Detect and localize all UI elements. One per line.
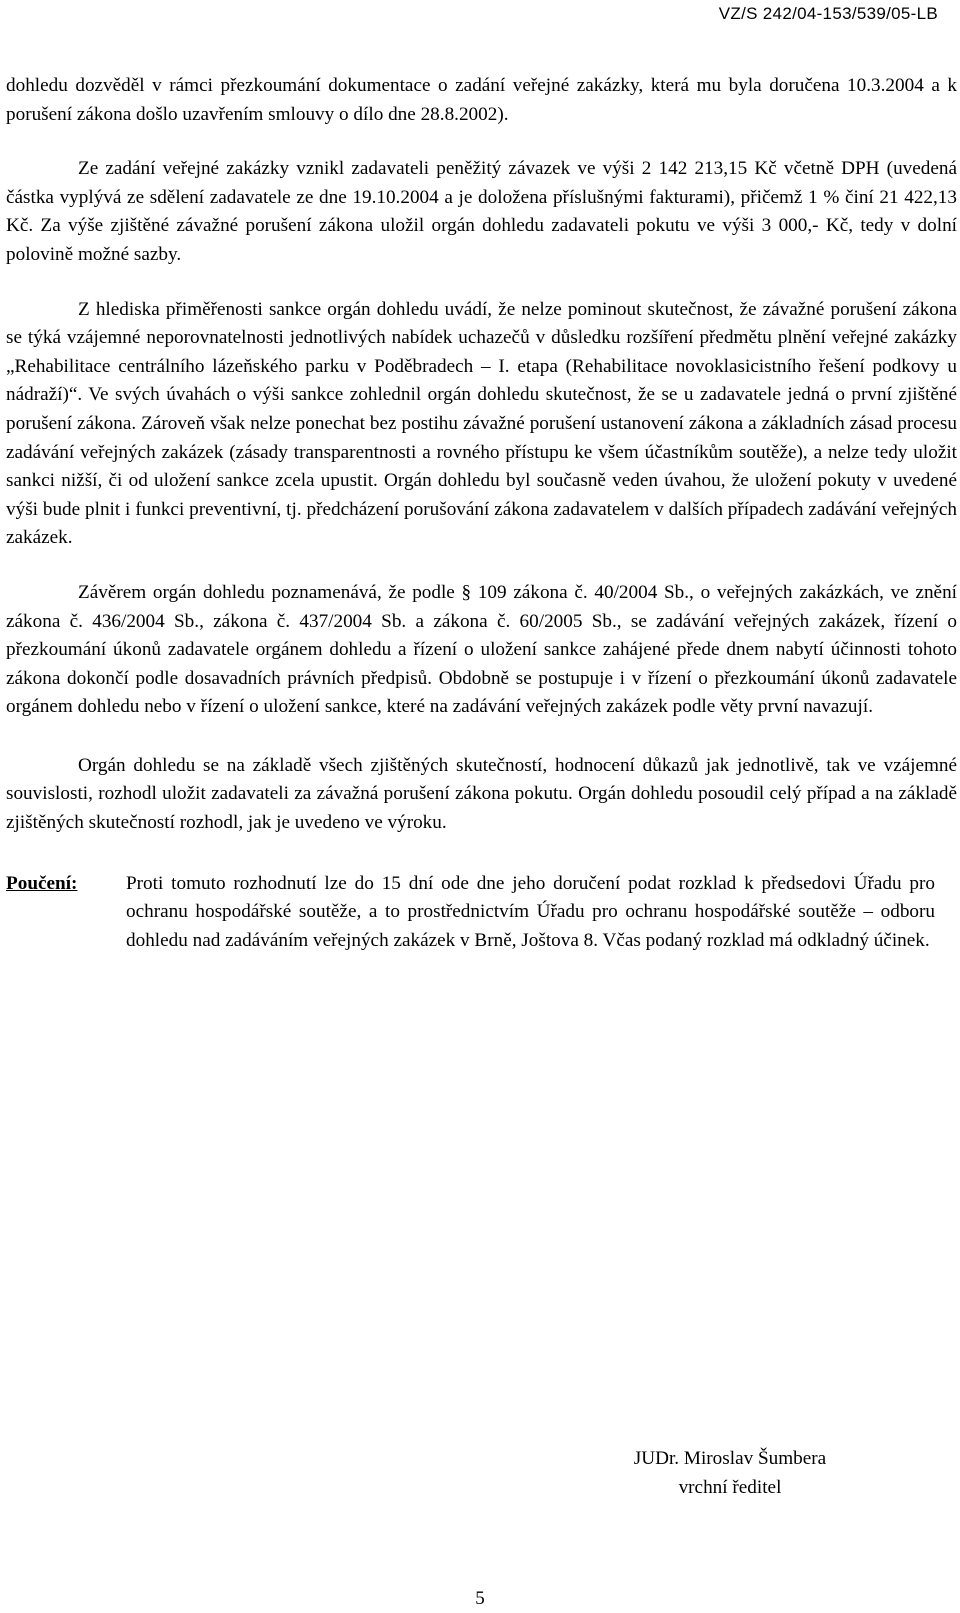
signatory-title: vrchní ředitel	[678, 1476, 782, 1498]
document-reference-number: VZ/S 242/04-153/539/05-LB	[718, 4, 938, 23]
signature-block	[590, 1445, 870, 1502]
appeal-notice-label: Poučení:	[6, 872, 78, 894]
appeal-notice-text: Proti tomuto rozhodnutí lze do 15 dní ode dne jeho doručení podat rozklad k předsedovi Úřadu pro ochranu hospodářské soutěže, a to prostřednictvím Úřadu pro ochranu hospodářské soutěže – odboru dohledu nad zadáváním veřejných zakázek v Brně, Joštova 8. Včas podaný rozklad má odkladný účinek.	[126, 872, 935, 951]
paragraph-decision-summary: Orgán dohledu se na základě všech zjištěných skutečností, hodnocení důkazů jak jednotlivě, tak ve vzájemné souvislosti, rozhodl uložit zadavateli za závažná porušení zákona pokutu. Orgán dohledu posoudil celý případ a na základě zjištěných skutečností rozhodl, jak je uvedeno ve výroku.	[6, 754, 957, 834]
page-number: 5	[475, 1588, 485, 1609]
paragraph-continuation: dohledu dozvěděl v rámci přezkoumání dokumentace o zadání veřejné zakázky, která mu byla doručena 10.3.2004 a k porušení zákona došlo uzavřením smlouvy o dílo dne 28.8.2002).	[6, 75, 957, 125]
appeal-notice	[6, 870, 957, 956]
signatory-name: JUDr. Miroslav Šumbera	[633, 1448, 827, 1469]
paragraph-sanction-proportionality: Z hlediska přiměřenosti sankce orgán dohledu uvádí, že nelze pominout skutečnost, že závažné porušení zákona se týká vzájemné neporovnatelnosti jednotlivých nabídek uchazečů v důsledku rozšíření předmětu plnění veřejné zakázky „Rehabilitace centrálního lázeňského parku v Poděbradech – I. etapa (Rehabilitace novoklasicistního řešení podkovy u nádraží)“. Ve svých úvahách o výši sankce zohlednil orgán dohledu skutečnost, že se u zadavatele jedná o první zjištěné porušení zákona. Zároveň však nelze ponechat bez postihu závažné porušení ustanovení zákona a základních zásad procesu zadávání veřejných zakázek (zásady transparentnosti a rovného přístupu ke všem účastníkům soutěže), a nelze tedy uložit sankci nižší, či od uložení sankce zcela upustit. Orgán dohledu byl současně veden úvahou, že uložení pokuty v uvedené výši bude plnit i funkci preventivní, tj. předcházení porušování zákona zadavatelem v dalších případech zadávání veřejných zakázek.	[6, 298, 957, 549]
document-body	[6, 72, 957, 955]
paragraph-financial-obligation: Ze zadání veřejné zakázky vznikl zadavateli peněžitý závazek ve výši 2 142 213,15 Kč včetně DPH (uvedená částka vyplývá ze sdělení zadavatele ze dne 19.10.2004 a je doložena příslušnými fakturami), přičemž 1 % činí 21 422,13 Kč. Za výše zjištěné závažné porušení zákona uložil orgán dohledu zadavateli pokutu ve výši 3 000,- Kč, tedy v dolní polovině možné sazby.	[6, 158, 957, 265]
paragraph-legal-transition: Závěrem orgán dohledu poznamenává, že podle § 109 zákona č. 40/2004 Sb., o veřejných zakázkách, ve znění zákona č. 436/2004 Sb., zákona č. 437/2004 Sb. a zákona č. 60/2005 Sb., se zadávání veřejných zakázek, řízení o přezkoumání úkonů zadavatele orgánem dohledu a řízení o uložení sankce zahájené přede dnem nabytí účinnosti tohoto zákona dokončí podle dosavadních právních předpisů. Obdobně se postupuje i v řízení o přezkoumání úkonů zadavatele orgánem dohledu nebo v řízení o uložení sankce, které na zadávání veřejných zakázek podle věty první navazují.	[6, 581, 957, 718]
